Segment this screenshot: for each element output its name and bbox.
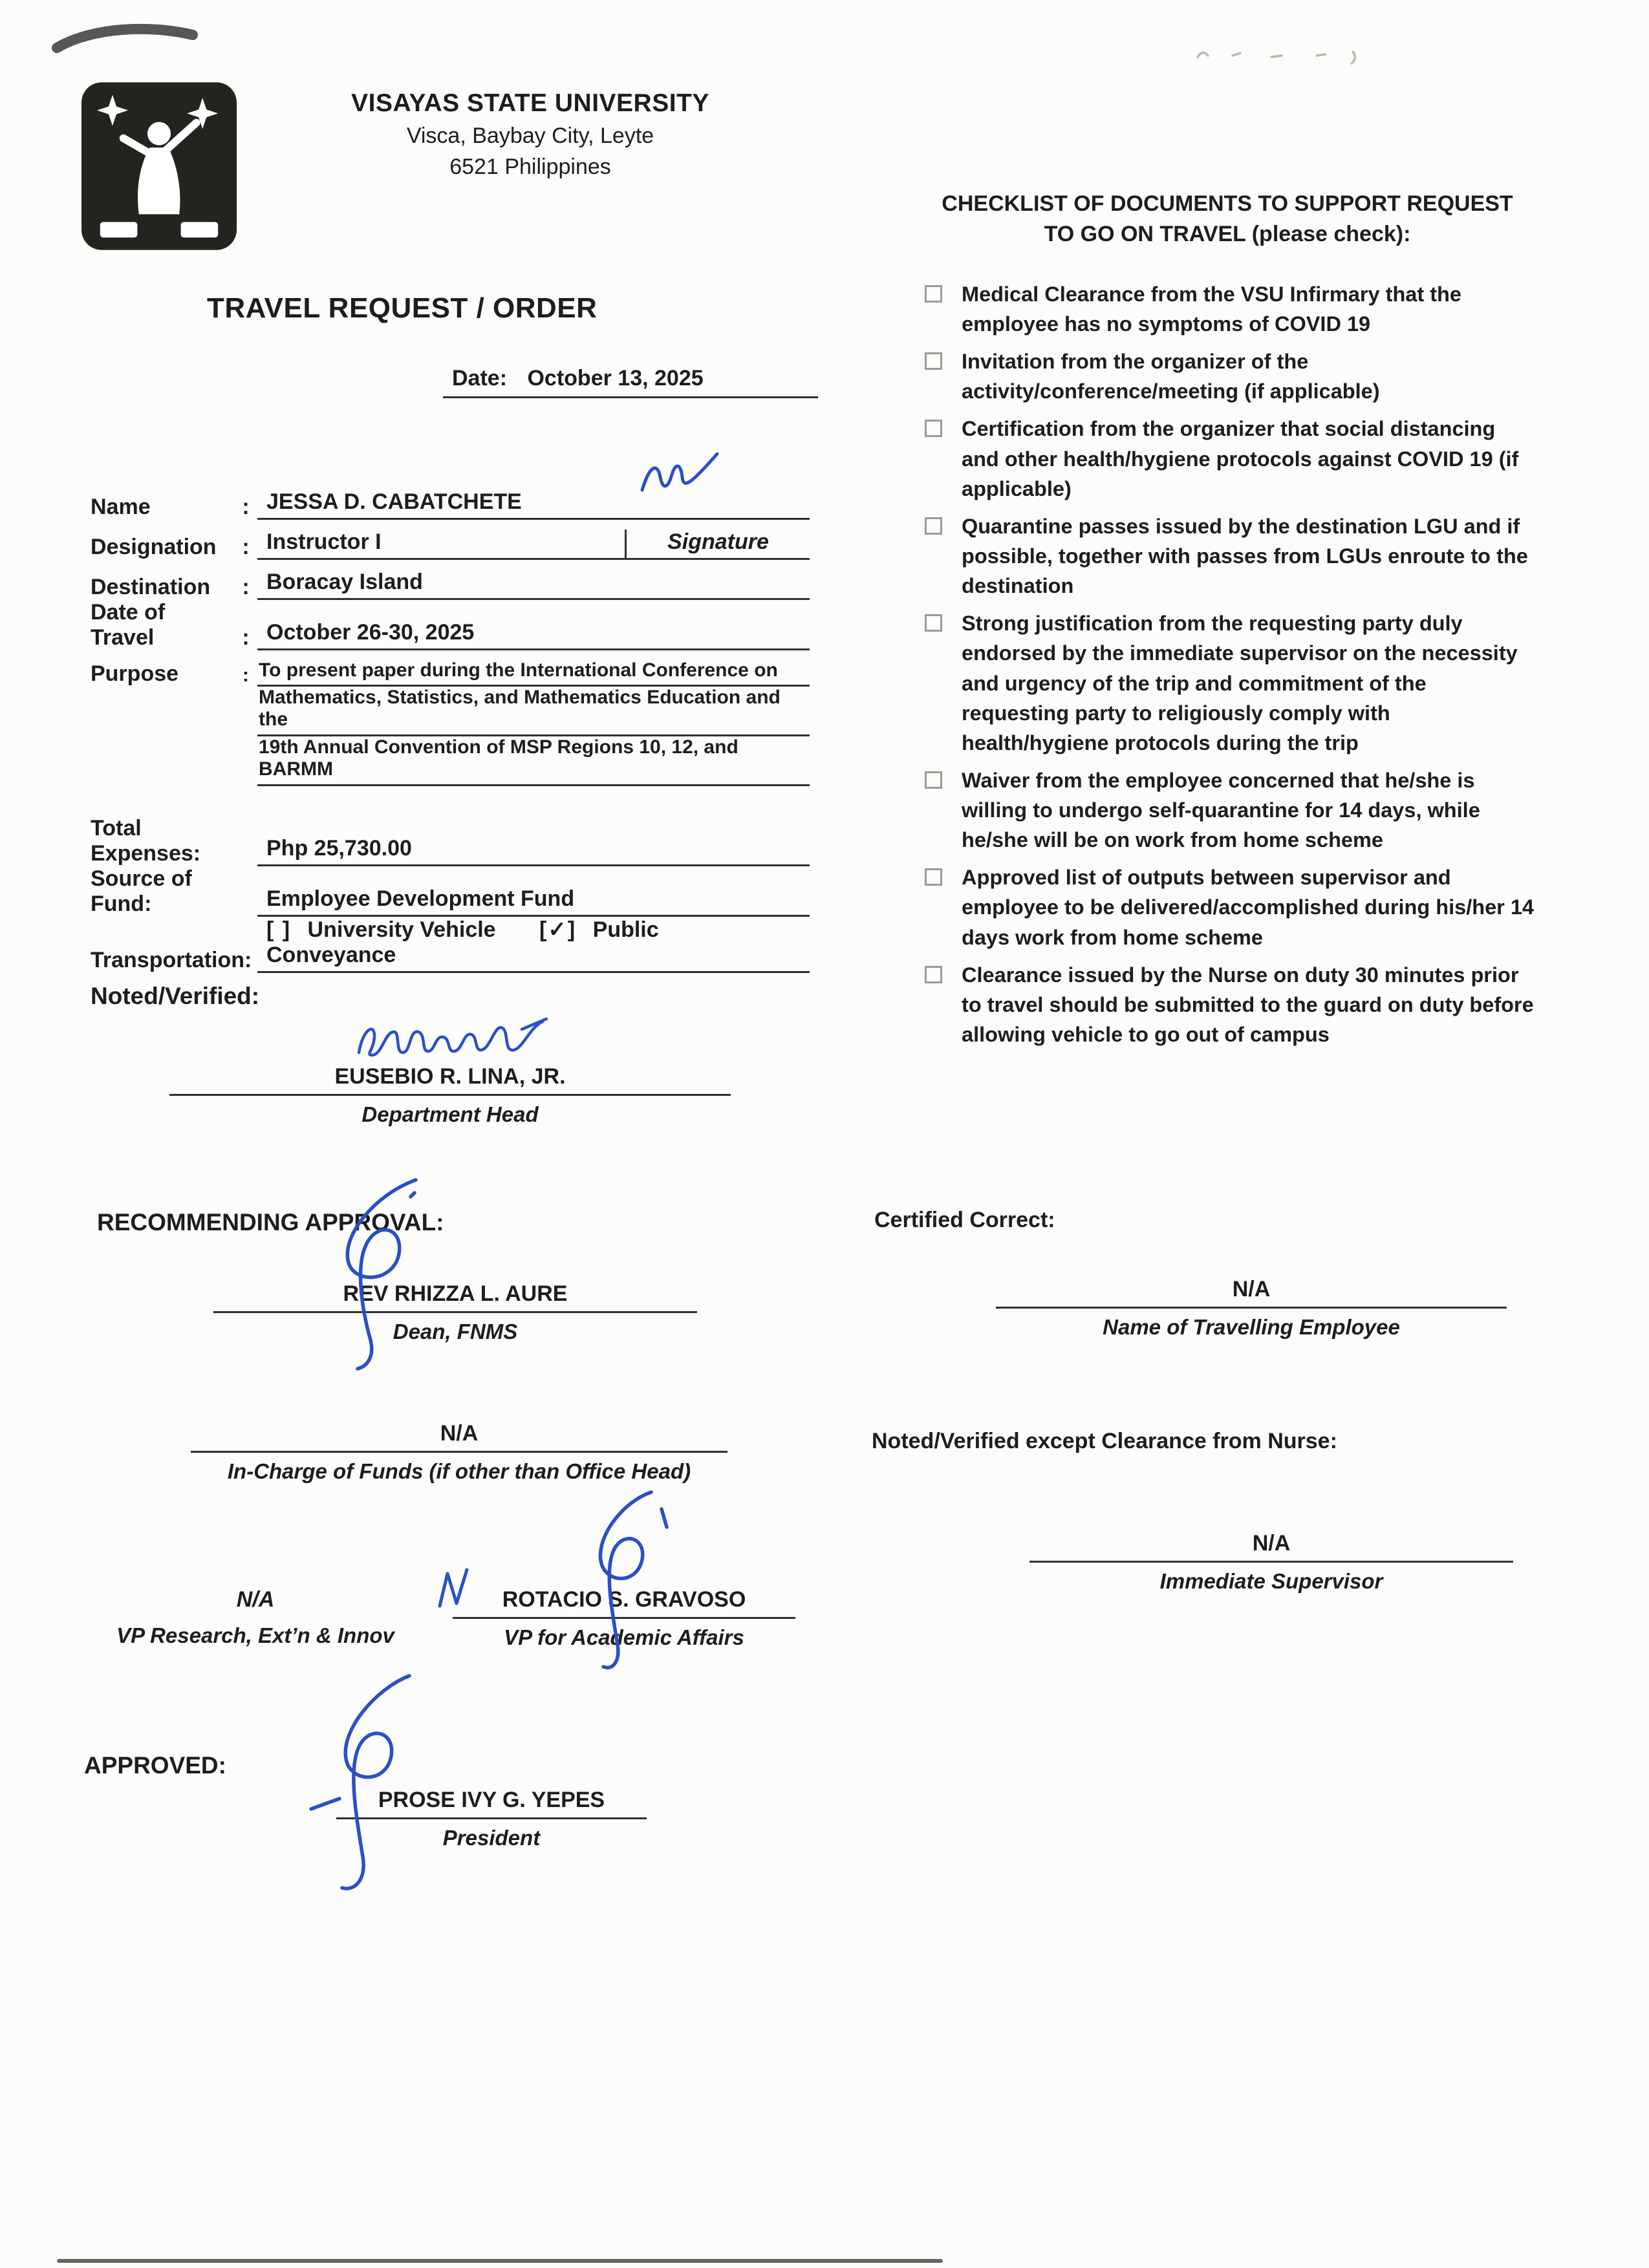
date-value: October 13, 2025 (527, 366, 704, 390)
checklist-title-line2: TO GO ON TRAVEL (please check): (1044, 221, 1411, 246)
immediate-supervisor-name: N/A (1029, 1531, 1513, 1563)
checkbox-public-conveyance[interactable]: [✓] (539, 917, 577, 942)
checklist-section (885, 189, 1570, 1057)
colon: : (242, 535, 250, 559)
checklist-item (925, 608, 1570, 758)
signature-vp-academic (553, 1486, 690, 1681)
field-row-transportation (91, 917, 810, 973)
checklist-checkbox[interactable] (925, 614, 942, 632)
destination-value: Boracay Island (257, 570, 810, 600)
request-fields (91, 480, 810, 786)
checklist-item (925, 960, 1570, 1049)
dean-signatory (213, 1281, 697, 1344)
university-address-line2: 6521 Philippines (449, 155, 611, 179)
total-expenses-value: Php 25,730.00 (257, 836, 810, 866)
travel-date-value: October 26-30, 2025 (257, 620, 810, 650)
signature-president (301, 1668, 451, 1901)
vp-research-name: N/A (236, 1587, 275, 1612)
name-value: JESSA D. CABATCHETE (257, 489, 810, 520)
vp-research-title: VP Research, Ext’n & Innov (116, 1623, 394, 1647)
vp-research-signatory (97, 1587, 414, 1648)
date-row (443, 366, 818, 398)
checklist-checkbox[interactable] (925, 966, 942, 983)
dept-head-name: EUSEBIO R. LINA, JR. (169, 1064, 731, 1096)
checklist-item-text: Invitation from the organizer of the activity/conference/meeting (if applicable) (962, 350, 1380, 403)
colon: : (242, 495, 250, 519)
travelling-employee-title: Name of Travelling Employee (1103, 1315, 1400, 1339)
checklist-item (925, 347, 1570, 406)
signature-dept-head (352, 1006, 553, 1073)
recommending-approval-label: RECOMMENDING APPROVAL: (97, 1209, 444, 1236)
expense-fields (91, 816, 810, 973)
funds-incharge-name: N/A (191, 1421, 727, 1453)
designation-label: Designation (91, 535, 217, 559)
noted-except-nurse-label: Noted/Verified except Clearance from Nurse: (872, 1429, 1337, 1453)
checklist-checkbox[interactable] (925, 420, 942, 437)
letterhead (278, 89, 782, 180)
signature-label: Signature (625, 530, 810, 560)
immediate-supervisor-signatory (1029, 1531, 1513, 1594)
checklist-checkbox[interactable] (925, 771, 942, 789)
president-name: PROSE IVY G. YEPES (336, 1788, 647, 1819)
checklist-item (925, 765, 1570, 855)
transportation-label: Transportation: (91, 948, 252, 972)
field-row-fund-source (91, 866, 810, 917)
checkbox-university-vehicle[interactable]: [ ] (266, 917, 292, 942)
checklist-item-text: Certification from the organizer that social distancing and other health/hygiene protocols against COVID 19 (if applicable) (962, 417, 1519, 500)
fund-source-value: Employee Development Fund (257, 886, 810, 917)
colon: : (242, 575, 250, 599)
checklist (925, 279, 1570, 1049)
option-university-vehicle-label: University Vehicle (307, 917, 496, 942)
date-label: Date: (452, 366, 508, 390)
checklist-item-text: Quarantine passes issued by the destination LGU and if possible, together with passes from LGUs enroute to the destination (962, 514, 1528, 598)
dean-title: Dean, FNMS (393, 1320, 518, 1343)
option-university-vehicle (266, 917, 502, 942)
checklist-title-line1: CHECKLIST OF DOCUMENTS TO SUPPORT REQUEST (942, 191, 1513, 216)
travel-date-label: Date of Travel (91, 600, 166, 650)
noted-verified-label: Noted/Verified: (91, 983, 260, 1009)
president-title: President (442, 1826, 541, 1850)
purpose-line3: 19th Annual Convention of MSP Regions 10, 12, and BARMM (257, 736, 810, 786)
travelling-employee-signatory (996, 1277, 1507, 1340)
university-name: VISAYAS STATE UNIVERSITY (351, 89, 709, 117)
field-row-total-expenses (91, 816, 810, 866)
field-row-name (91, 480, 810, 520)
immediate-supervisor-title: Immediate Supervisor (1159, 1569, 1383, 1593)
university-address-line1: Visca, Baybay City, Leyte (406, 123, 654, 148)
funds-incharge-signatory (191, 1421, 727, 1484)
field-row-travel-date (91, 600, 810, 650)
vp-academic-title: VP for Academic Affairs (504, 1625, 744, 1649)
colon: : (242, 625, 250, 650)
checklist-checkbox[interactable] (925, 517, 942, 535)
destination-label: Destination (91, 575, 211, 599)
purpose-line2: Mathematics, Statistics, and Mathematics Education and the (257, 687, 810, 736)
checklist-item (925, 279, 1570, 339)
field-row-destination (91, 560, 810, 600)
vp-academic-name: ROTACIO S. GRAVOSO (453, 1587, 795, 1619)
designation-value: Instructor I (257, 530, 625, 560)
page-title: TRAVEL REQUEST / ORDER (207, 292, 598, 324)
checklist-checkbox[interactable] (925, 285, 942, 303)
vp-academic-signatory (453, 1587, 795, 1650)
certified-correct-label: Certified Correct: (874, 1208, 1055, 1232)
scan-artifact-top-left (52, 18, 200, 66)
university-logo (81, 81, 237, 251)
name-label: Name (91, 495, 151, 519)
field-row-purpose (91, 650, 810, 687)
total-expenses-label: Total Expenses: (91, 816, 201, 866)
checklist-item (925, 414, 1570, 503)
checklist-item (925, 862, 1570, 952)
fund-source-label: Source of Fund: (91, 866, 192, 916)
funds-incharge-title: In-Charge of Funds (if other than Office Head) (227, 1459, 691, 1483)
checklist-item-text: Clearance issued by the Nurse on duty 30 minutes prior to travel should be submitted to the guard on duty before allowing vehicle to go out of campus (962, 963, 1534, 1047)
checklist-item-text: Strong justification from the requesting party duly endorsed by the immediate supervisor on the necessity and urgency of the trip and commitment of the requesting party to religiously comply with health/hygiene protocols during the trip (962, 612, 1518, 754)
checklist-item-text: Medical Clearance from the VSU Infirmary that the employee has no symptoms of COVID 19 (962, 282, 1461, 336)
field-row-designation (91, 520, 810, 560)
approved-label: APPROVED: (84, 1752, 226, 1779)
purpose-label: Purpose (91, 661, 179, 686)
checklist-checkbox[interactable] (925, 868, 942, 886)
colon: : (242, 665, 249, 686)
purpose-line1: To present paper during the International Conference on (257, 659, 810, 687)
checklist-title (885, 189, 1570, 250)
checklist-checkbox[interactable] (925, 352, 942, 370)
checklist-item-text: Approved list of outputs between supervisor and employee to be delivered/accomplished during his/her 14 days work from home scheme (962, 866, 1534, 949)
checklist-item-text: Waiver from the employee concerned that he/she is willing to undergo self-quarantine for 14 days, while he/she will be on work from home scheme (962, 768, 1480, 852)
pencil-marks-top-right (1190, 40, 1377, 70)
president-signatory (336, 1788, 647, 1850)
scan-edge-artifact (57, 2259, 943, 2263)
option-public-conveyance-label: Public Conveyance (266, 917, 659, 967)
dean-name: REV RHIZZA L. AURE (213, 1281, 697, 1313)
checklist-item (925, 511, 1570, 601)
dept-head-title: Department Head (361, 1102, 539, 1126)
travelling-employee-name: N/A (996, 1277, 1507, 1309)
dept-head-signatory (169, 1064, 731, 1127)
transportation-options (257, 917, 810, 973)
